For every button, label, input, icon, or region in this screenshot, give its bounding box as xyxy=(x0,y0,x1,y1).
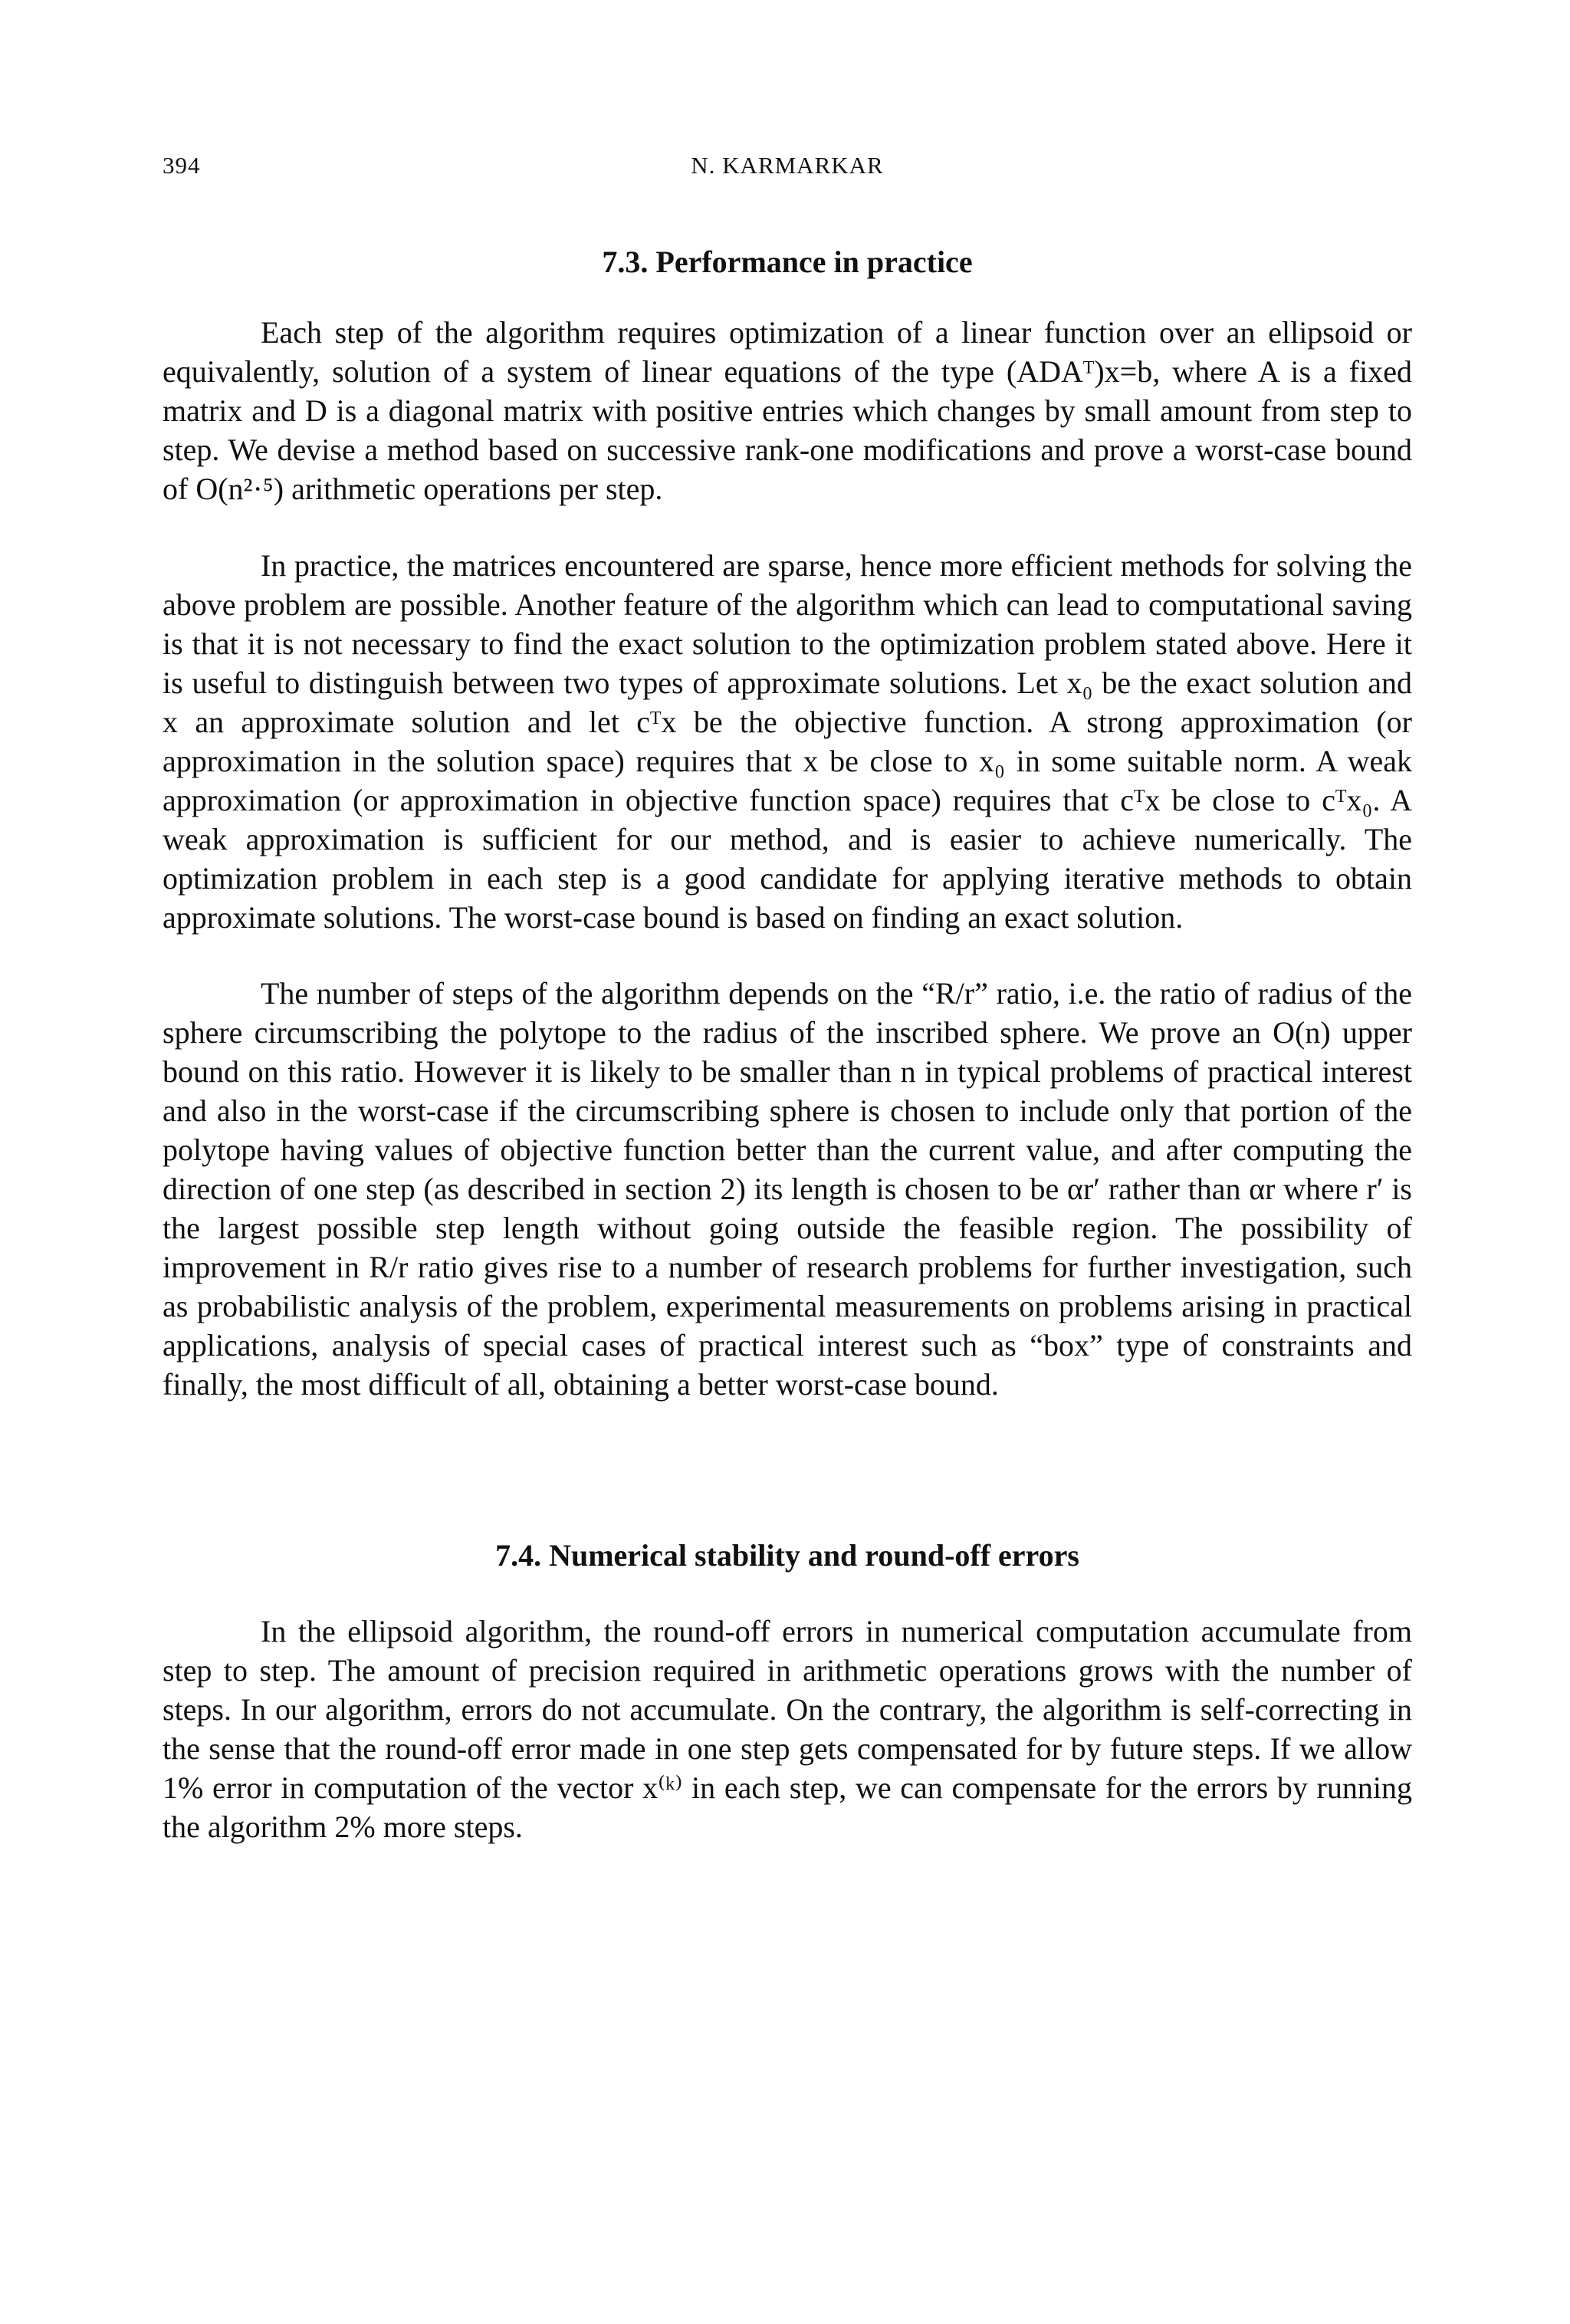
paragraph: Each step of the algorithm requires optimization of a linear function over an ellipsoid or equivalently, solution of a system of linear equations of the type (ADAᵀ)x=b, where A is a fixed matrix and D is a diagonal matrix with positive entries which changes by small amount from step to step. We devise a method based on successive rank-one modifications and prove a worst-case bound of O(n²·⁵) arithmetic operations per step. xyxy=(163,315,1412,506)
paragraph: The number of steps of the algorithm depends on the “R/r” ratio, i.e. the ratio of radius of the sphere circumscribing the polytope to the radius of the inscribed sphere. We prove an O(n) upper bound on this ratio. However it is likely to be smaller than n in typical problems of practical interest and also in the worst-case if the circumscribing sphere is chosen to include only that portion of the polytope having values of objective function better than the current value, and after computing the direction of one step (as described in section 2) its length is chosen to be αr′ rather than αr where r′ is the largest possible step length without going outside the feasible region. The possibility of improvement in R/r ratio gives rise to a number of research problems for further investigation, such as probabilistic analysis of the problem, experimental measurements on problems arising in practical applications, analysis of special cases of practical interest such as “box” type of constraints and finally, the most difficult of all, obtaining a better worst-case bound. xyxy=(163,976,1412,1402)
section-heading-7-3: 7.3. Performance in practice xyxy=(602,245,973,279)
page-header xyxy=(163,152,1412,182)
section-heading-7-4: 7.4. Numerical stability and round-off errors xyxy=(495,1538,1079,1573)
paragraph: In practice, the matrices encountered are sparse, hence more efficient methods for solving the above problem are possible. Another feature of the algorithm which can lead to computational saving is that it is not necessary to find the exact solution to the optimization problem stated above. Here it is useful to distinguish between two types of approximate solutions. Let x₀ be the exact solution and x an approximate solution and let cᵀx be the objective function. A strong approximation (or approximation in the solution space) requires that x be close to x₀ in some suitable norm. A weak approximation (or approximation in objective function space) requires that cᵀx be close to cᵀx₀. A weak approximation is sufficient for our method, and is easier to achieve numerically. The optimization problem in each step is a good candidate for applying iterative methods to obtain approximate solutions. The worst-case bound is based on finding an exact solution. xyxy=(163,548,1412,935)
page-number: 394 xyxy=(163,152,201,179)
paragraph: In the ellipsoid algorithm, the round-off errors in numerical computation accumulate from step to step. The amount of precision required in arithmetic operations grows with the number of steps. In our algorithm, errors do not accumulate. On the contrary, the algorithm is self-correcting in the sense that the round-off error made in one step gets compensated for by future steps. If we allow 1% error in computation of the vector x⁽ᵏ⁾ in each step, we can compensate for the errors by running the algorithm 2% more steps. xyxy=(163,1614,1412,1844)
running-head: N. KARMARKAR xyxy=(691,152,884,179)
